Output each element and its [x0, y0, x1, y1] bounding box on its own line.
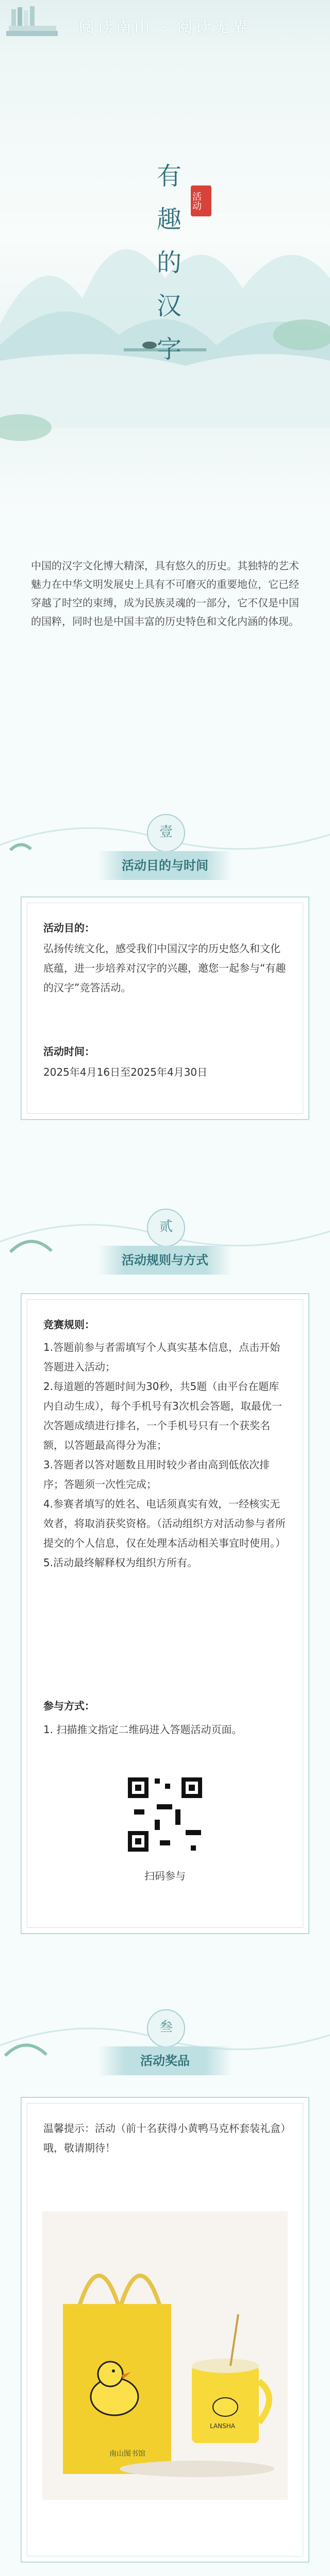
purpose-label: 活动目的： [43, 922, 95, 934]
intro-paragraph: 中国的汉字文化博大精深，具有悠久的历史。其独特的艺术魅力在中华文明发展史上具有不可磨灭的重要地位，它已经穿越了时空的束缚，成为民族灵魂的一部分，它不仅是中国的国粹，同时也是中国丰富的历史特色和文化内涵的体现。 [31, 560, 299, 628]
rules-label: 竞赛规则： [43, 1318, 95, 1331]
rules-card [21, 1293, 309, 1934]
hero-title-char: 趣 [156, 205, 182, 234]
hero-title-char: 汉 [156, 292, 182, 320]
method-text: 1. 扫描推文指定二维码进入答题活动页面。 [43, 1723, 242, 1736]
activity-seal: 活动 [191, 185, 211, 216]
prize-photo [42, 2211, 288, 2500]
purpose-text: 弘扬传统文化，感受我们中国汉字的历史悠久和文化底蕴，进一步培养对汉字的兴趣，邀您一起参与“有趣的汉字”竞答活动。 [43, 942, 286, 994]
qr-code-icon[interactable] [124, 1773, 206, 1856]
time-text: 2025年4月16日至2025年4月30日 [43, 1066, 208, 1078]
hero-title-char: 有 [156, 162, 182, 191]
section-title: 活动奖品 [98, 2046, 232, 2075]
rule-item: 1.答题前参与者需填写个人真实基本信息，点击开始答题进入活动； [43, 1341, 280, 1373]
section-title: 活动目的与时间 [98, 851, 232, 880]
method-label: 参与方式： [43, 1700, 95, 1712]
rule-item: 4.参赛者填写的姓名、电话须真实有效，一经核实无效者，将取消获奖资格。（活动组织方对活动参与者所提交的个人信息，仅在处理本活动相关事宜时使用。） [43, 1498, 286, 1549]
rule-item: 2.每道题的答题时间为30秒，共5题（由平台在题库内自动生成），每个手机号有3次机会答题，取最优一次答题成绩进行排名，一个手机号只有一个获奖名额，以答题最高得分为准； [43, 1380, 282, 1451]
section-title: 活动规则与方式 [98, 1246, 232, 1275]
prize-text: 温馨提示：活动（前十名获得小黄鸭马克杯套装礼盒）哦，敬请期待！ [43, 2122, 286, 2154]
bag-label: 南山图书馆 [109, 2450, 145, 2458]
hero-title-char: 字 [156, 335, 182, 364]
rules-list [43, 1337, 289, 1572]
section-number: 叁 [147, 2009, 185, 2047]
qr-caption: 扫码参与 [144, 1870, 186, 1882]
purpose-card [21, 896, 309, 1120]
prize-card [21, 2097, 309, 2563]
rule-item: 5.活动最终解释权为组织方所有。 [43, 1556, 198, 1569]
mug-label: LANSHA [210, 2422, 235, 2430]
time-label: 活动时间： [43, 1045, 95, 1058]
hero-title-char: 的 [156, 248, 182, 277]
rule-item: 3.答题者以答对题数且用时较少者由高到低依次排序；答题须一次性完成； [43, 1459, 270, 1490]
header-title: 阅读南山 · 阅读无界 [78, 19, 252, 37]
hero-title [154, 155, 185, 371]
section-number: 贰 [147, 1209, 185, 1247]
section-number: 壹 [147, 814, 185, 852]
